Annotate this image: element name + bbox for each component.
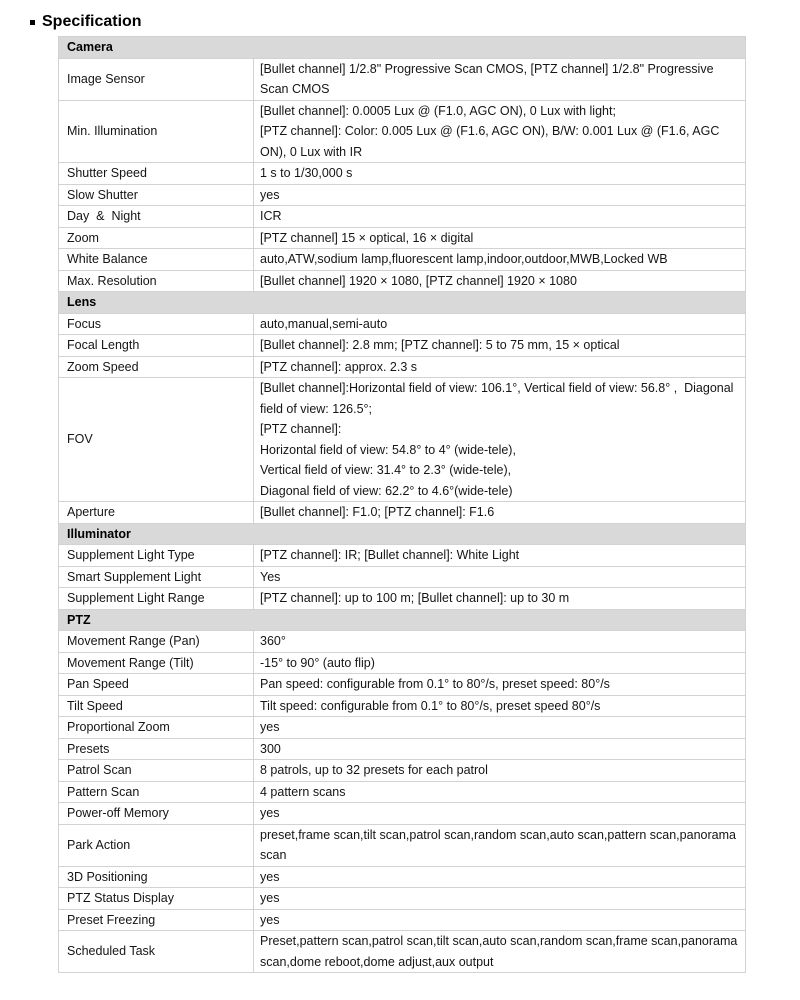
row-value	[254, 58, 746, 100]
row-label: Aperture	[59, 502, 254, 524]
value-line: [PTZ channel]:	[260, 422, 342, 436]
value-line: auto,manual,semi-auto	[260, 316, 388, 331]
row-value	[254, 717, 746, 739]
row-label: Image Sensor	[59, 58, 254, 100]
value-line: yes	[260, 891, 280, 905]
value-line: 8 patrols, up to 32 presets for each patrol	[260, 763, 488, 777]
value-line: Yes	[260, 569, 281, 584]
value-line: auto,ATW,sodium lamp,fluorescent lamp,indoor,outdoor,MWB,Locked WB	[260, 252, 668, 266]
value-line: yes	[260, 187, 280, 202]
row-value	[254, 184, 746, 206]
row-value	[254, 738, 746, 760]
row-label: Shutter Speed	[59, 163, 254, 185]
row-label: Power-off Memory	[59, 803, 254, 825]
row-label: Focal Length	[59, 335, 254, 357]
value-line: Vertical field of view: 31.4° to 2.3° (wide-tele),	[260, 463, 512, 477]
spec-row	[59, 909, 746, 931]
row-value	[254, 631, 746, 653]
row-value	[254, 335, 746, 357]
value-line: 1 s to 1/30,000 s	[260, 166, 353, 180]
row-label: Scheduled Task	[59, 931, 254, 973]
row-value	[254, 781, 746, 803]
row-label: Pan Speed	[59, 674, 254, 696]
section-header-label: Illuminator	[59, 523, 746, 545]
section-header-row	[59, 523, 746, 545]
section-header-label: Camera	[59, 37, 746, 59]
spec-row	[59, 335, 746, 357]
row-value	[254, 378, 746, 502]
row-value	[254, 566, 746, 588]
spec-row	[59, 313, 746, 335]
section-header-row	[59, 609, 746, 631]
section-header-row	[59, 37, 746, 59]
spec-row	[59, 378, 746, 502]
value-line: -15° to 90° (auto flip)	[260, 655, 375, 670]
spec-row	[59, 270, 746, 292]
row-value	[254, 163, 746, 185]
value-line: Pan speed: configurable from 0.1° to 80°/s, preset speed: 80°/s	[260, 677, 610, 691]
row-label: Pattern Scan	[59, 781, 254, 803]
spec-row	[59, 695, 746, 717]
value-line: [PTZ channel]: Color: 0.005 Lux @ (F1.6, AGC ON), B/W: 0.001 Lux @ (F1.6, AGC ON), 0 Lux with IR	[260, 124, 723, 159]
value-line: yes	[260, 806, 280, 820]
value-line: [PTZ channel]: IR; [Bullet channel]: White Light	[260, 548, 520, 562]
row-label: Preset Freezing	[59, 909, 254, 931]
row-value	[254, 545, 746, 567]
spec-row	[59, 674, 746, 696]
spec-table	[58, 36, 746, 973]
row-label: Movement Range (Tilt)	[59, 652, 254, 674]
row-value	[254, 760, 746, 782]
row-label: White Balance	[59, 249, 254, 271]
row-label: Tilt Speed	[59, 695, 254, 717]
value-line: [Bullet channel]: 0.0005 Lux @ (F1.0, AGC ON), 0 Lux with light;	[260, 103, 616, 118]
row-label: Presets	[59, 738, 254, 760]
spec-row	[59, 184, 746, 206]
spec-row	[59, 824, 746, 866]
row-value	[254, 695, 746, 717]
row-value	[254, 674, 746, 696]
value-line: Preset,pattern scan,patrol scan,tilt scan,auto scan,random scan,frame scan,panorama scan,dome reboot,dome adjust,aux output	[260, 934, 741, 969]
row-value	[254, 313, 746, 335]
row-label: 3D Positioning	[59, 866, 254, 888]
value-line: 4 pattern scans	[260, 784, 346, 799]
value-line: ICR	[260, 209, 282, 223]
spec-row	[59, 356, 746, 378]
value-line: [Bullet channel] 1/2.8" Progressive Scan CMOS, [PTZ channel] 1/2.8" Progressive Scan CMOS	[260, 61, 718, 96]
spec-row	[59, 566, 746, 588]
row-value	[254, 652, 746, 674]
row-label: FOV	[59, 378, 254, 502]
value-line: yes	[260, 869, 280, 884]
value-line: [PTZ channel]: up to 100 m; [Bullet channel]: up to 30 m	[260, 591, 570, 605]
spec-row	[59, 545, 746, 567]
spec-row	[59, 803, 746, 825]
row-label: Min. Illumination	[59, 100, 254, 163]
value-line: [Bullet channel]:Horizontal field of view: 106.1°, Vertical field of view: 56.8° , Diagonal field of view: 126.5°;	[260, 381, 737, 416]
section-header-row	[59, 292, 746, 314]
square-bullet-icon	[30, 20, 35, 25]
value-line: yes	[260, 720, 280, 734]
value-line: Tilt speed: configurable from 0.1° to 80°/s, preset speed 80°/s	[260, 698, 601, 713]
row-label: Park Action	[59, 824, 254, 866]
row-value	[254, 249, 746, 271]
spec-row	[59, 100, 746, 163]
value-line: Diagonal field of view: 62.2° to 4.6°(wide-tele)	[260, 483, 513, 498]
row-value	[254, 588, 746, 610]
value-line: [PTZ channel] 15 × optical, 16 × digital	[260, 230, 474, 245]
spec-row	[59, 227, 746, 249]
row-value	[254, 206, 746, 228]
row-value	[254, 100, 746, 163]
value-line: preset,frame scan,tilt scan,patrol scan,random scan,auto scan,pattern scan,panorama scan	[260, 827, 740, 862]
row-label: Focus	[59, 313, 254, 335]
row-value	[254, 227, 746, 249]
spec-table-body	[59, 37, 746, 973]
page-title-label: Specification	[42, 13, 142, 30]
row-value	[254, 803, 746, 825]
value-line: [Bullet channel]: 2.8 mm; [PTZ channel]: 5 to 75 mm, 15 × optical	[260, 338, 620, 352]
row-label: Zoom Speed	[59, 356, 254, 378]
spec-row	[59, 717, 746, 739]
section-header-label: Lens	[59, 292, 746, 314]
spec-row	[59, 781, 746, 803]
spec-row	[59, 888, 746, 910]
spec-row	[59, 249, 746, 271]
spec-row	[59, 631, 746, 653]
spec-row	[59, 931, 746, 973]
row-value	[254, 866, 746, 888]
spec-row	[59, 652, 746, 674]
value-line: [PTZ channel]: approx. 2.3 s	[260, 359, 418, 374]
value-line: [Bullet channel] 1920 × 1080, [PTZ channel] 1920 × 1080	[260, 273, 577, 288]
value-line: [Bullet channel]: F1.0; [PTZ channel]: F1.6	[260, 505, 495, 519]
spec-row	[59, 760, 746, 782]
row-value	[254, 270, 746, 292]
value-line: 360°	[260, 634, 286, 648]
value-line: 300	[260, 741, 281, 756]
spec-row	[59, 588, 746, 610]
row-label: PTZ Status Display	[59, 888, 254, 910]
value-line: yes	[260, 912, 280, 927]
section-header-label: PTZ	[59, 609, 746, 631]
row-value	[254, 888, 746, 910]
spec-row	[59, 58, 746, 100]
spec-row	[59, 866, 746, 888]
row-value	[254, 502, 746, 524]
row-value	[254, 931, 746, 973]
spec-row	[59, 206, 746, 228]
row-label: Day & Night	[59, 206, 254, 228]
value-line: Horizontal field of view: 54.8° to 4° (wide-tele),	[260, 442, 516, 457]
page-title	[30, 13, 800, 31]
row-label: Smart Supplement Light	[59, 566, 254, 588]
row-label: Supplement Light Range	[59, 588, 254, 610]
spec-row	[59, 163, 746, 185]
spec-row	[59, 738, 746, 760]
spec-row	[59, 502, 746, 524]
row-label: Slow Shutter	[59, 184, 254, 206]
row-value	[254, 824, 746, 866]
row-label: Proportional Zoom	[59, 717, 254, 739]
row-label: Patrol Scan	[59, 760, 254, 782]
row-label: Supplement Light Type	[59, 545, 254, 567]
row-value	[254, 356, 746, 378]
row-label: Max. Resolution	[59, 270, 254, 292]
row-value	[254, 909, 746, 931]
row-label: Zoom	[59, 227, 254, 249]
row-label: Movement Range (Pan)	[59, 631, 254, 653]
